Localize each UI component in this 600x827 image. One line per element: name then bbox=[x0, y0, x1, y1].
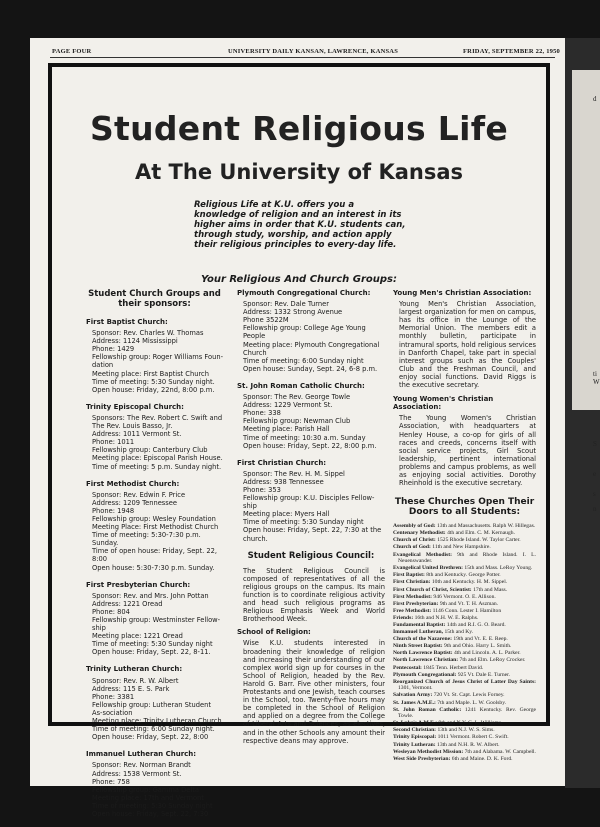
church-detail: Address: 1332 Strong Avenue bbox=[243, 308, 343, 317]
church-entry bbox=[86, 581, 223, 657]
church-detail: Fellowship group: Newman Club bbox=[243, 417, 351, 426]
directory-church-detail: 1845 Tenn. Herbert David. bbox=[421, 664, 484, 671]
directory-church-name: First Baptist: bbox=[393, 572, 425, 579]
church-detail: Fellowship group: Westminster Fellow-ship bbox=[92, 616, 221, 633]
directory-church-name: First Presbyterian: bbox=[393, 600, 439, 607]
directory-church-detail: 9th and N.Y. C. L. Williams. bbox=[437, 720, 503, 727]
directory-entry bbox=[393, 734, 536, 741]
directory-church-name: Ninth Street Baptist: bbox=[393, 643, 443, 650]
directory-entry bbox=[393, 665, 536, 672]
directory-church-name: North Lawrence Christian: bbox=[393, 657, 459, 664]
church-name: St. John Roman Catholic Church: bbox=[237, 381, 365, 390]
church-detail: Time of meeting: 5:30 Sunday night bbox=[243, 518, 364, 527]
directory-entry bbox=[393, 552, 536, 565]
church-detail: Time of meeting: 5:30-7:30 p.m. Sunday. bbox=[92, 531, 201, 548]
ymca-text: Young Men's Christian Association, largest organization for men on campus, has its office in the Lounge of the Memorial Union. The members edit a monthly bulletin, participate in intramural sports, hold religious services in Danforth Chapel, take part in special interest groups such as the Couples' Club and the Freshman Council, and enjoy social functions. David Riggs is the executive secretary. bbox=[399, 300, 536, 390]
church-detail: Meeting place: 1221 Oread bbox=[92, 632, 183, 641]
directory-church-detail: 16th and N.H. W. E. Ralphs. bbox=[413, 614, 479, 621]
directory-church-name: Pentecostal: bbox=[393, 664, 422, 671]
column-sponsors bbox=[86, 289, 223, 827]
church-detail: Sponsor: Rev. Norman Brandt bbox=[92, 761, 191, 770]
groups-heading: Your Religious And Church Groups: bbox=[201, 274, 397, 285]
church-detail: Fellowship group: Canterbury Club bbox=[92, 446, 208, 455]
directory-entry bbox=[393, 523, 536, 530]
directory-entry bbox=[393, 608, 536, 615]
church-detail: Address: 938 Tennessee bbox=[243, 477, 324, 486]
church-name: Trinity Episcopal Church: bbox=[86, 402, 184, 411]
church-name: First Baptist Church: bbox=[86, 318, 168, 326]
directory-church-detail: 10th and Kentucky. H. M. Sippel. bbox=[430, 579, 508, 586]
school-heading: School of Religion: bbox=[237, 628, 311, 637]
church-detail: Meeting Place: First Methodist Church bbox=[92, 523, 219, 532]
directory-church-name: Fundamental Baptist: bbox=[393, 621, 446, 628]
church-detail: Address: 1538 Vermont St. bbox=[92, 769, 182, 778]
directory-church-name: St. Luke's A.M.E.: bbox=[393, 720, 438, 727]
directory-church-name: Free Methodist: bbox=[393, 607, 432, 614]
directory-church-name: St. James A.M.E.: bbox=[393, 699, 436, 706]
church-detail: Fellowship group: K.U. Disciples Fellow-ship bbox=[243, 494, 375, 511]
school-text: Wise K.U. students interested in broadening their knowledge of religion and increasing their understanding of our complex world sign up for courses in the School of Religion, headed by the Rev. Harold G. Barr. Five other ministers, four Protestants and one Jewish, teach courses in the School, too. Twenty-five hours may be completed in the School of Religion and applied on a degree from the College of Liberal Arts and Sciences, as electives, and in the other Schools any amount their respective deans may approve. bbox=[243, 639, 385, 745]
directory-church-detail: 13th and N.H. R. W. Albert. bbox=[435, 741, 500, 748]
directory-church-detail: 4th and Elm. C. M. Kernaugh. bbox=[445, 530, 515, 537]
directory-entry bbox=[393, 544, 536, 551]
church-detail: Time of meeting: 5:30 Sunday night. bbox=[92, 377, 215, 386]
directory-church-name: Centenary Methodist: bbox=[393, 530, 446, 537]
church-detail: Open house: Friday, Sept. 22, 8-11. bbox=[92, 648, 211, 657]
directory-church-name: Immanuel Lutheran, bbox=[393, 629, 444, 636]
directory-entry bbox=[393, 636, 536, 643]
church-detail: Address: 1209 Tennessee bbox=[92, 498, 178, 507]
column-heading: Student Church Groups and their sponsors: bbox=[88, 289, 221, 309]
directory-church-detail: 9th and Vt. T. H. Aszman. bbox=[438, 600, 499, 607]
directory-church-detail: 720 Vt. St. Capt. Lewis Forney. bbox=[432, 692, 505, 699]
church-detail: Sponsors: The Rev. Robert C. Swift and The Rev. Louis Basso, Jr. bbox=[92, 413, 223, 431]
advertisement-frame bbox=[48, 63, 550, 818]
church-detail: Phone 3522M bbox=[243, 316, 289, 325]
directory-church-detail: 7th and Maple. L. W. Goolsby. bbox=[435, 699, 507, 706]
ad-intro: Religious Life at K.U. offers you a knowledge of religion and an interest in its higher aims in order that K.U. students can, through study, worship, and action apply their religious principles to every-day life. bbox=[194, 200, 406, 250]
church-detail: Meeting place: 17th and Vermont bbox=[92, 793, 204, 802]
church-entry bbox=[86, 403, 223, 471]
directory-church-name: Wesleyan Methodist Mission: bbox=[393, 748, 464, 755]
directory-church-detail: 1301, Vermont. bbox=[398, 685, 433, 692]
directory-church-detail: 4th and Lincoln. A. L. Parker. bbox=[452, 650, 521, 657]
church-detail: Sponsor: Rev. Edwin F. Price bbox=[92, 490, 186, 499]
directory-church-name: West Side Presbyterian: bbox=[393, 755, 451, 762]
church-detail: Sponsor: Rev. Dale Turner bbox=[243, 300, 329, 309]
edge-letter: ti bbox=[593, 370, 597, 378]
church-detail: Phone: 1948 bbox=[92, 506, 135, 515]
directory-entry bbox=[393, 594, 536, 601]
directory-church-detail: 13th and Massachusetts. Ralph W. Hillegas. bbox=[435, 523, 536, 530]
directory-church-name: Church of Christ: bbox=[393, 537, 436, 544]
directory-church-name: Evangelical Methodist: bbox=[393, 551, 452, 558]
directory-entry bbox=[393, 692, 536, 699]
directory-entry bbox=[393, 679, 536, 692]
church-entry bbox=[86, 318, 223, 394]
church-name: Plymouth Congregational Church: bbox=[237, 289, 371, 297]
church-detail: Meeting place: First Baptist Church bbox=[92, 369, 209, 378]
church-detail: Sponsor: Rev. and Mrs. John Pottan bbox=[92, 591, 209, 600]
church-detail: Time of meeting: 5:30 Sunday night bbox=[92, 640, 213, 649]
church-name: Trinity Lutheran Church: bbox=[86, 665, 183, 674]
directory-church-detail: 946 Vermont. O. E. Allison. bbox=[432, 593, 496, 600]
directory-entry bbox=[393, 700, 536, 707]
council-text: The Student Religious Council is composed of representatives of all the religious groups on the campus. Its main function is to coordinate religious activity and head such religious programs as Religious Emphasis Week and World Brotherhood Week. bbox=[243, 566, 385, 624]
edge-letter: e bbox=[593, 470, 597, 478]
church-detail: Fellowship group: Roger Williams Foun-dation bbox=[92, 353, 224, 370]
directory-church-name: Reorganized Church of Jesus Christ of Latter Day Saints: bbox=[393, 678, 536, 685]
ywca-text: The Young Women's Christian Association, with headquarters at Henley House, a co-op for girls of all races and creeds, concerns itself with social service projects, Girl Scout leadership, pertinent international problems and campus problems, as well as enjoying social activities. Dorothy Rheinhold is the executive secretary. bbox=[399, 414, 536, 488]
directory-church-detail: 19th and Vt. E. E. Reep. bbox=[452, 636, 508, 643]
church-entry bbox=[237, 459, 385, 543]
directory-church-detail: 9th and Ohio. Harry L. Smith. bbox=[442, 643, 512, 650]
church-entry bbox=[237, 289, 385, 373]
church-detail: Phone: 3381 bbox=[92, 692, 135, 701]
church-detail: Sponsor: The Rev. H. M. Sippel bbox=[243, 469, 345, 478]
directory-entry bbox=[393, 565, 536, 572]
directory-church-name: Trinity Episcopal: bbox=[393, 734, 437, 741]
church-detail: Phone: 804 bbox=[92, 607, 130, 616]
edge-letter: S bbox=[593, 440, 597, 448]
directory-church-detail: 1146 Conn. Lester I. Hamilton bbox=[431, 607, 502, 614]
church-detail: Meeting place: Trinity Lutheran Church bbox=[92, 717, 222, 726]
directory-church-detail: 15th and Ky. bbox=[443, 629, 474, 636]
adjacent-page-scrap bbox=[572, 70, 600, 410]
edge-letter: s bbox=[593, 490, 596, 498]
church-detail: Time of meeting: 6:00 Sunday night bbox=[243, 356, 364, 365]
church-detail: Open house: Friday, Sept. 22, 7:30 bbox=[92, 809, 209, 818]
column-associations bbox=[393, 289, 536, 763]
directory-entry bbox=[393, 727, 536, 734]
directory-church-detail: 15th and Mass. LeRoy Young. bbox=[463, 565, 533, 572]
church-group-list bbox=[237, 289, 385, 543]
church-entry bbox=[237, 382, 385, 450]
directory-church-name: Assembly of God: bbox=[393, 523, 436, 530]
directory-church-name: North Lawrence Baptist: bbox=[393, 650, 453, 657]
directory-church-name: First Christian: bbox=[393, 579, 431, 586]
ad-title: Student Religious Life bbox=[89, 109, 509, 148]
directory-entry bbox=[393, 749, 536, 756]
page-date: FRIDAY, SEPTEMBER 22, 1950 bbox=[463, 48, 560, 55]
directory-entry bbox=[393, 601, 536, 608]
directory-church-name: Church of God: bbox=[393, 544, 431, 551]
church-detail: Address: 1124 Mississippi bbox=[92, 337, 178, 346]
church-detail: Phone: 1429 bbox=[92, 345, 135, 354]
church-detail: Fellowship group: Gamma Delta bbox=[92, 785, 199, 794]
directory-entry bbox=[393, 720, 536, 727]
directory-entry bbox=[393, 742, 536, 749]
newspaper-page bbox=[30, 38, 565, 818]
directory-church-detail: 14th and R.I. G. O. Beard. bbox=[445, 621, 506, 628]
church-entry bbox=[86, 665, 223, 741]
directory-church-name: Evangelical United Brethren: bbox=[393, 565, 464, 572]
directory-church-name: St. John Roman Catholic: bbox=[393, 706, 462, 713]
council-heading: Student Religious Council: bbox=[247, 550, 375, 561]
directory-entry bbox=[393, 629, 536, 636]
church-name: First Methodist Church: bbox=[86, 479, 180, 488]
church-detail: Meeting place: Plymouth Congregational Church bbox=[243, 340, 380, 357]
church-detail: Fellowship group: College Age Young People bbox=[243, 324, 366, 341]
church-detail: Open house: Friday, 22nd, 8:00 p.m. bbox=[92, 385, 215, 394]
church-detail: Time of meeting: 5:30 Sunday night bbox=[92, 801, 213, 810]
church-detail: Fellowship group: Wesley Foundation bbox=[92, 514, 216, 523]
directory-church-detail: 8th and Kentucky. George Potter. bbox=[424, 572, 501, 579]
directory-church-detail: 1011 Vermont. Robert C. Swift. bbox=[436, 734, 509, 741]
directory-entry bbox=[393, 657, 536, 664]
church-name: First Presbyterian Church: bbox=[86, 580, 191, 589]
edge-letter: n bbox=[593, 505, 597, 513]
churches-heading: These Churches Open Their Doors to all Students: bbox=[394, 497, 535, 518]
directory-entry bbox=[393, 530, 536, 537]
directory-church-name: Friends: bbox=[393, 614, 414, 621]
ad-subtitle: At The University of Kansas bbox=[134, 160, 464, 184]
church-entry bbox=[86, 750, 223, 818]
directory-church-detail: 7th and Alabama. W. Campbell. bbox=[463, 748, 536, 755]
directory-entry bbox=[393, 643, 536, 650]
church-detail: Open house: Friday, Sept. 22, 8:00 bbox=[92, 733, 209, 742]
edge-letter: d bbox=[593, 95, 597, 103]
directory-church-name: Trinity Lutheran: bbox=[393, 741, 436, 748]
church-detail: Open house: Sunday, Sept. 24, 6-8 p.m. bbox=[243, 364, 378, 373]
page-number: PAGE FOUR bbox=[52, 48, 92, 55]
column-groups bbox=[237, 289, 385, 745]
church-detail: Phone: 1011 bbox=[92, 438, 135, 447]
church-detail: Phone: 758 bbox=[92, 777, 130, 786]
church-detail: Open house: Friday, Sept. 22, 8:00 p.m. bbox=[243, 441, 377, 450]
church-detail: Phone: 353 bbox=[243, 485, 281, 494]
ywca-heading: Young Women's Christian Association: bbox=[393, 395, 494, 412]
ymca-heading: Young Men's Christian Association: bbox=[393, 289, 532, 297]
edge-letter: W bbox=[593, 378, 600, 386]
directory-entry bbox=[393, 537, 536, 544]
church-detail: Time of open house: Friday, Sept. 22, 8:00 bbox=[92, 547, 218, 564]
directory-entry bbox=[393, 587, 536, 594]
directory-church-detail: 7th and Elm. LeRoy Crocker. bbox=[458, 657, 526, 664]
church-detail: Meeting place: Episcopal Parish House. bbox=[92, 454, 223, 463]
directory-church-detail: 1241 Kentucky. Rev. George Towle. bbox=[398, 706, 536, 720]
church-detail: Phone: 338 bbox=[243, 409, 281, 418]
church-name: First Christian Church: bbox=[237, 458, 327, 467]
directory-church-detail: 6th and Maine. D. K. Ford. bbox=[450, 755, 513, 762]
directory-church-name: Church of the Nazarene: bbox=[393, 636, 452, 643]
church-detail: Time of meeting: 6:00 Sunday night. bbox=[92, 725, 215, 734]
church-detail: Sponsor: Rev. R. W. Albert bbox=[92, 676, 179, 685]
church-name: Immanuel Lutheran Church: bbox=[86, 750, 197, 759]
church-detail: Open house: Friday, Sept. 22, 7:30 at the church. bbox=[243, 526, 382, 543]
church-detail: Meeting place: Parish Hall bbox=[243, 425, 330, 434]
directory-church-detail: 13th and N.J. W. S. Sims. bbox=[436, 727, 495, 734]
church-detail: Sponsor: The Rev. George Towle bbox=[243, 393, 351, 402]
church-detail: Time of meeting: 5 p.m. Sunday night. bbox=[92, 462, 222, 471]
directory-church-name: First Church of Christ, Scientist: bbox=[393, 586, 472, 593]
church-detail: Address: 115 E. S. Park bbox=[92, 684, 170, 693]
directory-church-name: Salvation Army: bbox=[393, 692, 433, 699]
church-group-list bbox=[86, 318, 223, 818]
directory-church-name: Plymouth Congregational: bbox=[393, 671, 457, 678]
church-detail: Sponsor: Rev. Charles W. Thomas bbox=[92, 329, 204, 338]
directory-church-name: Second Christian: bbox=[393, 727, 437, 734]
directory-church-detail: 11th and New Hampshire. bbox=[430, 544, 491, 551]
directory-entry bbox=[393, 707, 536, 720]
directory-entry bbox=[393, 572, 536, 579]
directory-church-detail: 17th and Mass. bbox=[471, 586, 508, 593]
directory-church-detail: 1525 Rhode Island. W. Taylor Carter. bbox=[435, 537, 521, 544]
church-detail: Address: 1011 Vermont St. bbox=[92, 430, 182, 439]
directory-church-name: First Methodist: bbox=[393, 593, 432, 600]
church-detail: Meeting place: Myers Hall bbox=[243, 510, 330, 519]
directory-church-detail: 9th and Rhode Island. I. L. Neuenswander. bbox=[398, 551, 536, 565]
church-directory bbox=[393, 523, 536, 762]
church-detail: Fellowship group: Lutheran Student As-sociation bbox=[92, 700, 211, 717]
directory-entry bbox=[393, 579, 536, 586]
directory-entry bbox=[393, 622, 536, 629]
church-entry bbox=[86, 480, 223, 572]
directory-entry bbox=[393, 756, 536, 763]
directory-church-detail: 925 Vt. Dale E. Turner. bbox=[456, 671, 511, 678]
directory-entry bbox=[393, 672, 536, 679]
church-detail: Open house: 5:30-7:30 p.m. Sunday. bbox=[92, 563, 215, 572]
church-detail: Address: 1229 Vermont St. bbox=[243, 401, 333, 410]
header-rule bbox=[50, 57, 555, 58]
directory-entry bbox=[393, 615, 536, 622]
directory-entry bbox=[393, 650, 536, 657]
masthead: UNIVERSITY DAILY KANSAN, LAWRENCE, KANSAS bbox=[228, 48, 399, 55]
church-detail: Address: 1221 Oread bbox=[92, 599, 163, 608]
church-detail: Time of meeting: 10:30 a.m. Sunday bbox=[243, 433, 366, 442]
